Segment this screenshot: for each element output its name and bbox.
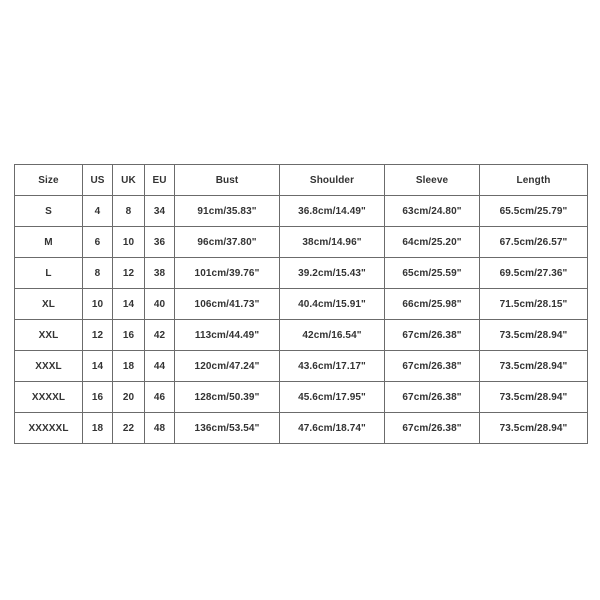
cell-eu: 48	[145, 413, 175, 444]
cell-us: 4	[83, 196, 113, 227]
cell-eu: 38	[145, 258, 175, 289]
cell-uk: 22	[113, 413, 145, 444]
header-size: Size	[15, 165, 83, 196]
cell-length: 69.5cm/27.36"	[480, 258, 588, 289]
cell-bust: 91cm/35.83"	[175, 196, 280, 227]
size-chart-table	[14, 164, 588, 444]
cell-sleeve: 65cm/25.59"	[385, 258, 480, 289]
cell-shoulder: 36.8cm/14.49"	[280, 196, 385, 227]
cell-uk: 18	[113, 351, 145, 382]
cell-us: 10	[83, 289, 113, 320]
cell-sleeve: 67cm/26.38"	[385, 351, 480, 382]
cell-us: 6	[83, 227, 113, 258]
cell-sleeve: 67cm/26.38"	[385, 320, 480, 351]
cell-size: XL	[15, 289, 83, 320]
table-row	[15, 413, 588, 444]
cell-eu: 36	[145, 227, 175, 258]
cell-eu: 34	[145, 196, 175, 227]
cell-shoulder: 42cm/16.54"	[280, 320, 385, 351]
cell-eu: 44	[145, 351, 175, 382]
table-row	[15, 320, 588, 351]
cell-length: 73.5cm/28.94"	[480, 320, 588, 351]
cell-shoulder: 40.4cm/15.91"	[280, 289, 385, 320]
cell-size: L	[15, 258, 83, 289]
cell-bust: 101cm/39.76"	[175, 258, 280, 289]
cell-eu: 46	[145, 382, 175, 413]
header-sleeve: Sleeve	[385, 165, 480, 196]
table-row	[15, 196, 588, 227]
cell-shoulder: 38cm/14.96"	[280, 227, 385, 258]
cell-size: XXXXL	[15, 382, 83, 413]
cell-size: S	[15, 196, 83, 227]
cell-us: 8	[83, 258, 113, 289]
header-uk: UK	[113, 165, 145, 196]
table-row	[15, 351, 588, 382]
table-row	[15, 227, 588, 258]
cell-us: 14	[83, 351, 113, 382]
cell-length: 73.5cm/28.94"	[480, 351, 588, 382]
cell-size: M	[15, 227, 83, 258]
header-shoulder: Shoulder	[280, 165, 385, 196]
cell-bust: 128cm/50.39"	[175, 382, 280, 413]
table-row	[15, 382, 588, 413]
cell-length: 73.5cm/28.94"	[480, 413, 588, 444]
table-row	[15, 258, 588, 289]
cell-uk: 8	[113, 196, 145, 227]
table-row	[15, 289, 588, 320]
cell-bust: 120cm/47.24"	[175, 351, 280, 382]
header-us: US	[83, 165, 113, 196]
cell-size: XXXXXL	[15, 413, 83, 444]
cell-uk: 16	[113, 320, 145, 351]
cell-uk: 12	[113, 258, 145, 289]
header-length: Length	[480, 165, 588, 196]
cell-sleeve: 64cm/25.20"	[385, 227, 480, 258]
cell-uk: 14	[113, 289, 145, 320]
cell-length: 73.5cm/28.94"	[480, 382, 588, 413]
cell-sleeve: 66cm/25.98"	[385, 289, 480, 320]
cell-length: 65.5cm/25.79"	[480, 196, 588, 227]
cell-size: XXL	[15, 320, 83, 351]
cell-length: 67.5cm/26.57"	[480, 227, 588, 258]
cell-shoulder: 39.2cm/15.43"	[280, 258, 385, 289]
cell-eu: 40	[145, 289, 175, 320]
cell-uk: 10	[113, 227, 145, 258]
cell-shoulder: 45.6cm/17.95"	[280, 382, 385, 413]
cell-uk: 20	[113, 382, 145, 413]
cell-eu: 42	[145, 320, 175, 351]
header-eu: EU	[145, 165, 175, 196]
cell-sleeve: 67cm/26.38"	[385, 413, 480, 444]
header-bust: Bust	[175, 165, 280, 196]
cell-shoulder: 47.6cm/18.74"	[280, 413, 385, 444]
header-row	[15, 165, 588, 196]
cell-bust: 136cm/53.54"	[175, 413, 280, 444]
cell-us: 18	[83, 413, 113, 444]
cell-sleeve: 63cm/24.80"	[385, 196, 480, 227]
cell-length: 71.5cm/28.15"	[480, 289, 588, 320]
cell-shoulder: 43.6cm/17.17"	[280, 351, 385, 382]
cell-bust: 113cm/44.49"	[175, 320, 280, 351]
cell-us: 12	[83, 320, 113, 351]
cell-size: XXXL	[15, 351, 83, 382]
cell-bust: 96cm/37.80"	[175, 227, 280, 258]
cell-sleeve: 67cm/26.38"	[385, 382, 480, 413]
cell-us: 16	[83, 382, 113, 413]
cell-bust: 106cm/41.73"	[175, 289, 280, 320]
